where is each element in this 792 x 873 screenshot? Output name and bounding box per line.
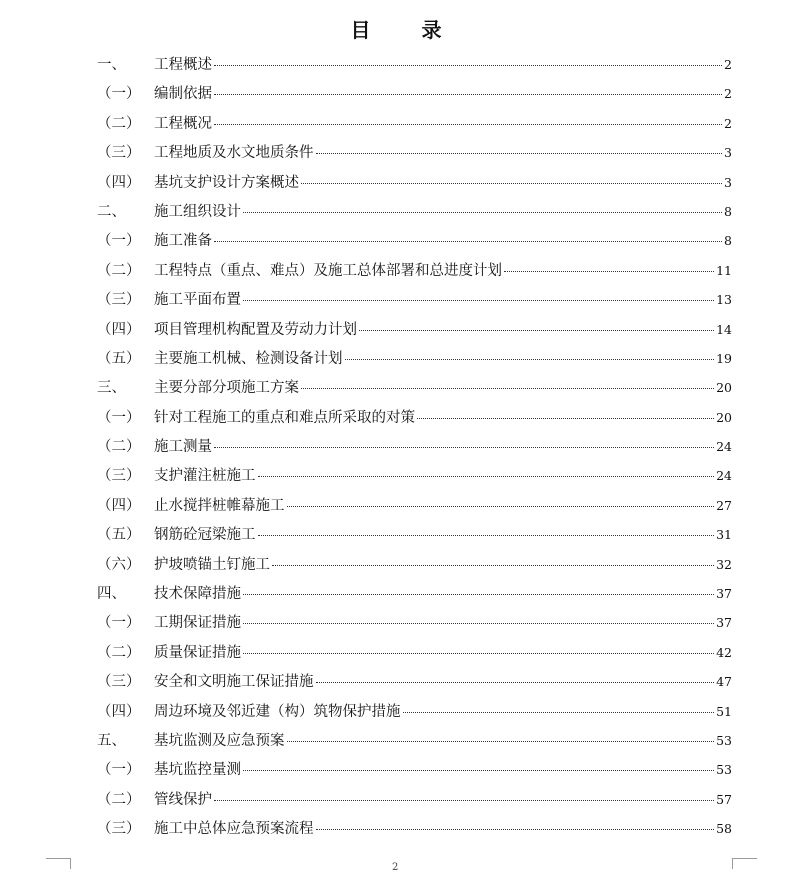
toc-entry-number: 四、 <box>97 586 126 603</box>
toc-entry[interactable] <box>97 817 732 846</box>
toc-entry-page: 2 <box>724 115 732 131</box>
toc-dot-leader <box>214 240 722 242</box>
toc-entry-page: 42 <box>716 644 732 660</box>
toc-entry-page: 11 <box>716 262 732 278</box>
toc-entry-number: 三、 <box>97 380 126 397</box>
toc-entry-number: 二、 <box>97 203 126 220</box>
toc-entry-title: 项目管理机构配置及劳动力计划 <box>154 321 357 338</box>
toc-dot-leader <box>214 446 714 448</box>
toc-entry-page: 37 <box>716 615 732 631</box>
toc-entry-page: 8 <box>724 203 732 219</box>
toc-entry-page: 3 <box>724 145 732 161</box>
toc-entry-page: 27 <box>716 497 732 513</box>
footer-page-number: 2 <box>392 862 399 873</box>
toc-entry[interactable] <box>97 435 732 464</box>
toc-entry-number: （三） <box>97 145 141 162</box>
toc-dot-leader <box>243 299 714 301</box>
toc-dot-leader <box>214 123 722 125</box>
toc-entry-number: （四） <box>97 321 141 338</box>
toc-entry-page: 32 <box>716 556 732 572</box>
toc-dot-leader <box>504 270 714 272</box>
toc-dot-leader <box>214 93 722 95</box>
toc-entry[interactable] <box>97 141 732 170</box>
toc-entry[interactable] <box>97 259 732 288</box>
toc-entry-number: （四） <box>97 174 141 191</box>
toc-entry-page: 14 <box>716 321 732 337</box>
toc-entry-page: 2 <box>724 86 732 102</box>
toc-entry-number: （二） <box>97 262 141 279</box>
toc-entry-number: （二） <box>97 644 141 661</box>
toc-entry[interactable] <box>97 670 732 699</box>
toc-dot-leader <box>345 358 715 360</box>
page-corner-mark-right <box>732 858 757 869</box>
toc-entry[interactable] <box>97 376 732 405</box>
toc-entry-number: （四） <box>97 703 141 720</box>
toc-entry-title: 质量保证措施 <box>154 644 241 661</box>
toc-entry[interactable] <box>97 553 732 582</box>
toc-entry-number: （二） <box>97 791 141 808</box>
toc-entry-number: （五） <box>97 527 141 544</box>
toc-dot-leader <box>316 828 715 830</box>
toc-entry-number: （五） <box>97 350 141 367</box>
toc-entry-page: 58 <box>716 821 732 837</box>
toc-entry-title: 护坡喷锚土钉施工 <box>154 556 270 573</box>
toc-entry-number: （三） <box>97 468 141 485</box>
toc-dot-leader <box>243 652 714 654</box>
table-of-contents <box>97 53 732 847</box>
toc-entry-number: 五、 <box>97 732 126 749</box>
toc-entry-title: 施工中总体应急预案流程 <box>154 821 314 838</box>
toc-entry-page: 3 <box>724 174 732 190</box>
toc-entry-title: 施工组织设计 <box>154 203 241 220</box>
toc-dot-leader <box>214 64 722 66</box>
toc-dot-leader <box>243 622 714 624</box>
toc-dot-leader <box>301 387 714 389</box>
toc-entry[interactable] <box>97 582 732 611</box>
toc-entry-page: 57 <box>716 791 732 807</box>
toc-entry-title: 基坑支护设计方案概述 <box>154 174 299 191</box>
toc-entry-page: 20 <box>716 409 732 425</box>
toc-entry[interactable] <box>97 464 732 493</box>
toc-entry-page: 31 <box>716 527 732 543</box>
toc-entry-title: 技术保障措施 <box>154 586 241 603</box>
toc-entry-number: （三） <box>97 821 141 838</box>
toc-entry-page: 47 <box>716 674 732 690</box>
toc-dot-leader <box>258 475 715 477</box>
toc-entry[interactable] <box>97 758 732 787</box>
toc-entry-title: 基坑监测及应急预案 <box>154 732 285 749</box>
toc-dot-leader <box>272 564 714 566</box>
toc-entry[interactable] <box>97 200 732 229</box>
toc-entry-number: （三） <box>97 674 141 691</box>
toc-entry-number: （三） <box>97 292 141 309</box>
toc-dot-leader <box>243 211 722 213</box>
toc-entry-title: 止水搅拌桩帷幕施工 <box>154 497 285 514</box>
toc-entry-page: 13 <box>716 292 732 308</box>
toc-entry-page: 19 <box>716 350 732 366</box>
toc-entry[interactable] <box>97 82 732 111</box>
toc-entry-title: 施工测量 <box>154 439 212 456</box>
toc-entry-title: 主要施工机械、检测设备计划 <box>154 350 343 367</box>
toc-entry-title: 工期保证措施 <box>154 615 241 632</box>
toc-entry-title: 工程特点（重点、难点）及施工总体部署和总进度计划 <box>154 262 502 279</box>
toc-entry[interactable] <box>97 112 732 141</box>
toc-entry[interactable] <box>97 406 732 435</box>
toc-entry[interactable] <box>97 700 732 729</box>
toc-entry-number: （一） <box>97 409 141 426</box>
toc-entry-page: 2 <box>724 57 732 72</box>
toc-entry-title: 工程概述 <box>154 57 212 73</box>
toc-dot-leader <box>287 740 715 742</box>
toc-dot-leader <box>243 769 714 771</box>
toc-entry-title: 安全和文明施工保证措施 <box>154 674 314 691</box>
toc-entry-title: 支护灌注桩施工 <box>154 468 256 485</box>
toc-dot-leader <box>287 505 715 507</box>
toc-dot-leader <box>417 417 714 419</box>
toc-entry-title: 主要分部分项施工方案 <box>154 380 299 397</box>
toc-entry-page: 8 <box>724 233 732 249</box>
toc-entry[interactable] <box>97 229 732 258</box>
toc-entry-title: 钢筋砼冠梁施工 <box>154 527 256 544</box>
toc-entry-number: （一） <box>97 762 141 779</box>
toc-dot-leader <box>258 534 715 536</box>
toc-entry-number: （六） <box>97 556 141 573</box>
toc-dot-leader <box>301 182 722 184</box>
toc-dot-leader <box>359 329 714 331</box>
toc-entry[interactable] <box>97 729 732 758</box>
toc-entry-title: 周边环境及邻近建（构）筑物保护措施 <box>154 703 401 720</box>
page-corner-mark-left <box>46 858 71 869</box>
toc-entry-number: （四） <box>97 497 141 514</box>
toc-entry-number: （一） <box>97 615 141 632</box>
toc-entry[interactable] <box>97 53 732 82</box>
toc-entry[interactable] <box>97 611 732 640</box>
toc-entry-page: 24 <box>716 468 732 484</box>
toc-entry[interactable] <box>97 494 732 523</box>
toc-entry-title: 编制依据 <box>154 86 212 103</box>
toc-entry-page: 51 <box>716 703 732 719</box>
toc-entry-number: （一） <box>97 86 141 103</box>
toc-entry[interactable] <box>97 641 732 670</box>
toc-entry-page: 37 <box>716 586 732 602</box>
toc-entry[interactable] <box>97 788 732 817</box>
toc-entry-title: 管线保护 <box>154 791 212 808</box>
toc-entry-page: 24 <box>716 439 732 455</box>
toc-entry-title: 施工准备 <box>154 233 212 250</box>
toc-dot-leader <box>316 681 715 683</box>
toc-entry-page: 53 <box>716 762 732 778</box>
toc-entry-page: 53 <box>716 732 732 748</box>
toc-entry-title: 施工平面布置 <box>154 292 241 309</box>
toc-entry[interactable] <box>97 347 732 376</box>
toc-entry-title: 工程概况 <box>154 115 212 132</box>
toc-dot-leader <box>243 593 714 595</box>
toc-entry-title: 针对工程施工的重点和难点所采取的对策 <box>154 409 415 426</box>
toc-entry[interactable] <box>97 171 732 200</box>
toc-entry-number: 一、 <box>97 57 126 73</box>
toc-entry-title: 工程地质及水文地质条件 <box>154 145 314 162</box>
toc-dot-leader <box>403 711 715 713</box>
toc-dot-leader <box>316 152 723 154</box>
toc-dot-leader <box>214 799 714 801</box>
toc-entry-page: 20 <box>716 380 732 396</box>
page-title: 目 录 <box>350 18 464 42</box>
toc-entry-number: （二） <box>97 115 141 132</box>
toc-entry[interactable] <box>97 288 732 317</box>
toc-entry[interactable] <box>97 523 732 552</box>
toc-entry[interactable] <box>97 318 732 347</box>
toc-entry-title: 基坑监控量测 <box>154 762 241 779</box>
toc-entry-number: （二） <box>97 439 141 456</box>
toc-entry-number: （一） <box>97 233 141 250</box>
